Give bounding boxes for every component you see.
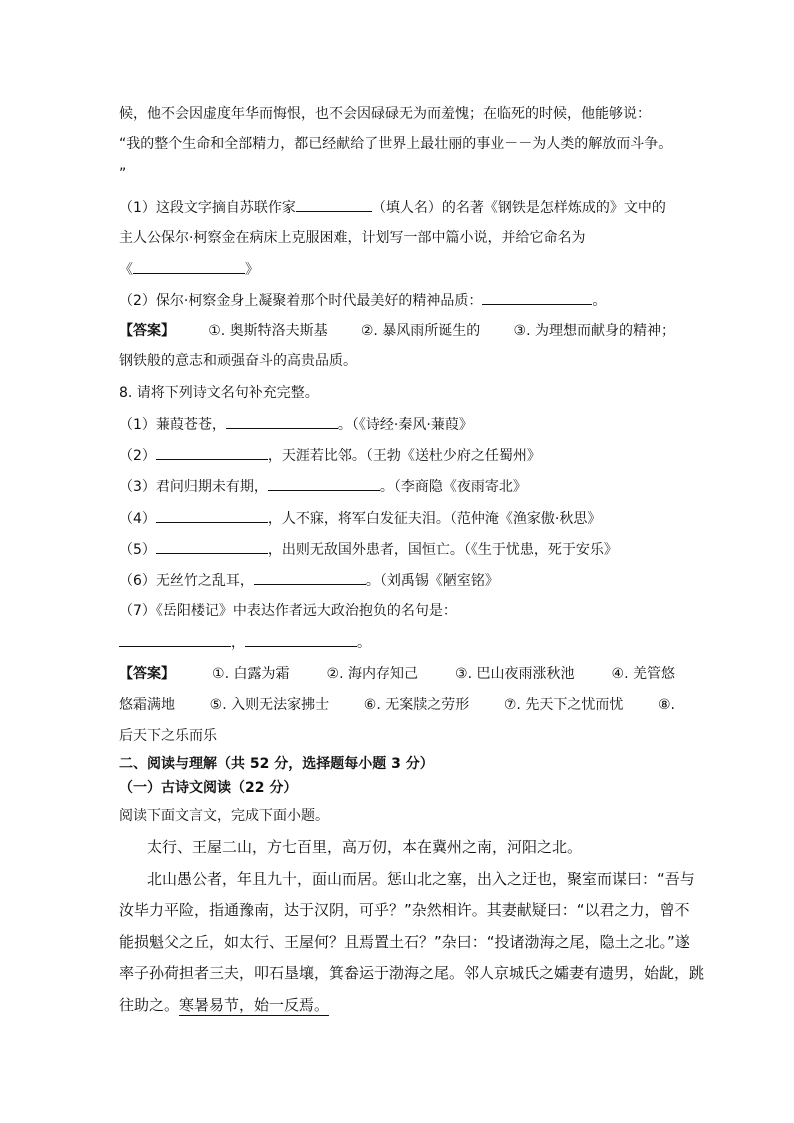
q8-item-3	[119, 476, 527, 497]
q7-item-1-text-a: （1）这段文字摘自苏联作家	[119, 200, 296, 216]
period: 。	[592, 293, 607, 309]
classical-para-2-line-2: 汝毕力平险，指通豫南，达于汉阴，可乎？”杂然相许。其妻献疑曰：“以君之力，曾不	[119, 901, 690, 919]
line-5-text: 往助之。	[119, 996, 180, 1014]
q7-answer-row	[119, 321, 675, 341]
q8-item-6-source: 。（刘禹锡《陋室铭》	[365, 573, 499, 589]
answer-blank	[156, 539, 268, 554]
q8-item-6	[119, 570, 499, 591]
q7-item-1	[119, 197, 666, 218]
q8-answer-4: ④. 羌管悠	[611, 666, 675, 682]
q8-item-3-text: （3）君问归期未有期，	[119, 479, 268, 495]
q7-item-1-cont: 主人公保尔·柯察金在病床上克服困难，计划写一部中篇小说，并给它命名为	[119, 230, 586, 246]
q8-answer-3: ③. 巴山夜雨涨秋池	[455, 666, 575, 682]
classical-para-1: 太行、王屋二山，方七百里，高万仞，本在冀州之南，河阳之北。	[147, 838, 583, 856]
q8-item-6-text: （6）无丝竹之乱耳，	[119, 573, 254, 589]
classical-para-2-line-3: 能损魁父之丘，如太行、王屋何？且焉置土石？”杂曰：“投诸渤海之尾，隐土之北。”遂	[119, 933, 690, 951]
q8-answer-1: ①. 白露为霜	[212, 666, 290, 682]
classical-para-2-line-1: 北山愚公者，年且九十，面山而居。惩山北之塞，出入之迂也，聚室而谋曰：“吾与	[147, 870, 695, 888]
instruction: 阅读下面文言文，完成下面小题。	[119, 808, 329, 824]
classical-para-2-line-5	[119, 995, 329, 1015]
q8-answer-row-1	[119, 664, 675, 684]
q8-item-5	[119, 539, 618, 560]
period: 。	[357, 635, 371, 651]
q8-item-1-text: （1）蒹葭苍苍，	[119, 417, 226, 433]
q8-item-4-text: ，人不寐，将军白发征夫泪。（范仲淹《渔家傲·秋思》	[267, 511, 602, 527]
answer-blank	[133, 259, 245, 274]
section-heading: 二、阅读与理解（共 52 分，选择题每小题 3 分）	[119, 756, 434, 772]
q7-answer-3: ③. 为理想而献身的精神；	[513, 323, 675, 339]
q8-item-4-num: （4）	[119, 511, 156, 527]
q8-item-2	[119, 445, 541, 466]
classical-para-2-line-4: 率子孙荷担者三夫，叩石垦壤，箕畚运于渤海之尾。邻人京城氏之孀妻有遗男，始龀，跳	[119, 964, 705, 982]
q8-item-5-text: ，出则无敌国外患者，国恒亡。（《生于忧患，死于安乐》	[267, 542, 618, 558]
open-quote: 《	[119, 262, 133, 278]
q8-item-5-num: （5）	[119, 542, 156, 558]
underlined-sentence: 寒暑易节，始一反焉。	[179, 996, 330, 1014]
passage-line-3: ”	[119, 166, 127, 182]
q7-answer-1: ①. 奥斯特洛夫斯基	[208, 323, 328, 339]
q8-answer-8-cont: 后天下之乐而乐	[119, 728, 217, 744]
answer-blank	[156, 445, 268, 460]
answer-blank	[254, 570, 366, 585]
answer-blank	[296, 197, 372, 212]
q7-item-1-title-line	[119, 259, 259, 280]
answer-label: 【答案】	[119, 666, 175, 682]
q7-item-2-text: （2）保尔·柯察金身上凝聚着那个时代最美好的精神品质：	[119, 293, 483, 309]
close-quote: 》	[245, 262, 259, 278]
q8-answer-5: ⑤. 入则无法家拂士	[209, 697, 330, 713]
q8-answer-row-2	[119, 695, 675, 715]
answer-blank	[245, 632, 357, 647]
q8-item-1-source: 。（《诗经·秦风·蒹葭》	[337, 417, 473, 433]
passage-line-1: 候，他不会因虚度年华而悔恨，也不会因碌碌无为而羞愧；在临死的时候，他能够说：	[119, 106, 651, 122]
q7-item-1-text-b: （填人名）的名著《钢铁是怎样炼成的》文中的	[371, 200, 666, 216]
passage-line-2: “我的整个生命和全部精力，都已经献给了世界上最壮丽的事业－－为人类的解放而斗争。	[119, 136, 673, 152]
q8-title: 8. 请将下列诗文名句补充完整。	[119, 385, 319, 401]
q7-answer-cont: 钢铁般的意志和顽强奋斗的高贵品质。	[119, 353, 357, 369]
q8-item-2-num: （2）	[119, 448, 156, 464]
q8-item-3-source: 。（李商隐《夜雨寄北》	[379, 479, 527, 495]
q7-answer-2: ②. 暴风雨所诞生的	[360, 323, 481, 339]
answer-label: 【答案】	[119, 323, 175, 339]
q8-answer-7: ⑦. 先天下之忧而忧	[503, 697, 624, 713]
comma: ，	[231, 635, 245, 651]
answer-blank	[226, 414, 338, 429]
q8-answer-2: ②. 海内存知己	[326, 666, 418, 682]
subsection-heading: （一）古诗文阅读（22 分）	[119, 780, 298, 796]
q8-answer-8: ⑧.	[657, 697, 675, 713]
q8-item-7-blanks	[119, 632, 371, 653]
answer-blank	[482, 290, 592, 305]
q8-item-2-text: ，天涯若比邻。（王勃《送杜少府之任蜀州》	[267, 448, 541, 464]
q8-item-1	[119, 414, 473, 435]
answer-blank	[119, 632, 231, 647]
q7-item-2	[119, 290, 606, 311]
q8-answer-6: ⑥. 无案牍之劳形	[363, 697, 470, 713]
q8-item-4	[119, 508, 601, 529]
q8-item-7: （7）《岳阳楼记》中表达作者远大政治抱负的名句是：	[119, 603, 457, 619]
answer-blank	[268, 476, 380, 491]
answer-blank	[156, 508, 268, 523]
q8-answer-4-cont: 悠霜满地	[119, 697, 175, 713]
